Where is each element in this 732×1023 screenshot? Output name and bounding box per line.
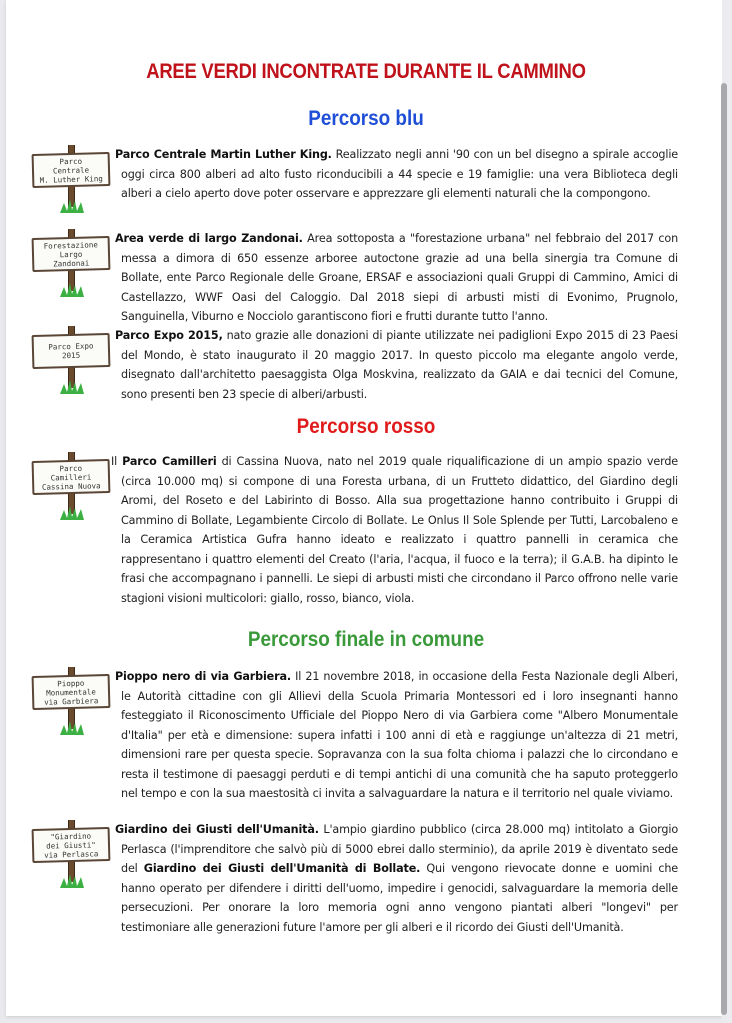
entry-inline-bold: Giardino dei Giusti dell'Umanità di Bollate. xyxy=(143,862,421,875)
entry-lead: Parco Expo 2015, xyxy=(115,329,223,342)
entry-parco-mlk xyxy=(28,145,678,204)
entry-largo-zandonai xyxy=(28,229,678,327)
entry-lead: Pioppo nero di via Garbiera. xyxy=(115,670,291,683)
grass-icon xyxy=(58,197,86,213)
entry-giardino-giusti xyxy=(28,820,678,937)
scrollbar-thumb[interactable] xyxy=(721,83,727,1015)
signpost-icon xyxy=(28,452,116,522)
entry-text xyxy=(115,326,678,404)
grass-icon xyxy=(58,378,86,394)
entry-body: di Cassina Nuova, nato nel 2019 quale riqualificazione di un ampio spazio verde (circa 10.000 mq) si compone di una Foresta urbana, di un Frutteto didattico, del Giardino degli Aromi, del Roseto e del Labirinto di Bosso. Alla sua progettazione hanno contribuito i Gruppi di Cammino di Bollate, Legambiente Circolo di Bollate. Le Onlus Il Sole Splende per Tutti, Larcobaleno e la Ceramica Artistica Gufra hanno ideato e realizzato i quattro pannelli in ceramica che rappresentano i quattro elementi del Creato (l'aria, l'acqua, il fuoco e la terra); il G.A.B. ha dipinto le frasi che accompagnano i pannelli. Le siepi di arbusti misti che circondano il Parco offrono nelle varie stagioni visioni multicolori: giallo, rosso, bianco, viola. xyxy=(121,455,679,605)
grass-icon xyxy=(58,281,86,297)
entry-body-continued: Qui vengono rievocate donne e uomini che hanno operato per difendere i diritti dell'uomo, impedire i genocidi, salvaguardare la memoria delle persecuzioni. Per onorare la loro memoria ogni anno vengono piantati alberi "longevi" per testimoniare alle generazioni future l'amore per gli alberi e il ricordo dei Giusti dell'Umanità. xyxy=(121,862,679,934)
entry-text xyxy=(115,667,679,804)
sign-label: Parco Centrale M. Luther King xyxy=(39,156,103,185)
signpost-icon xyxy=(28,820,116,890)
entry-text xyxy=(115,145,679,204)
entry-body: Il 21 novembre 2018, in occasione della Festa Nazionale degli Alberi, le Autorità cittadine con gli Allievi della Scuola Primaria Montessori ed i loro insegnanti hanno festeggiato il Riconoscimento Ufficiale del Pioppo Nero di via Garbiera come "Albero Monumentale d'Italia" per età e dimensione: supera infatti i 100 anni di età e raggiunge un'altezza di 21 metri, dimensioni rare per questa specie. Sopravanza con la sua folta chioma i palazzi che lo circondano e resta il testimone di paesaggi perduti e di tempi antichi di una comunità che ha saputo proteggerlo nel tempo e con la sua maestosità ci invita a salvaguardare la natura e il territorio nel quale viviamo. xyxy=(121,670,679,800)
entry-body: nato grazie alle donazioni di piante utilizzate nei padiglioni Expo 2015 di 23 Paesi del Mondo, è stato inaugurato il 20 maggio 2017. In questo piccolo ma elegante angolo verde, disegnato dall'architetto paesaggista Olga Moskvina, realizzato da GAIA e dai tecnici del Comune, sono presenti ben 23 specie di alberi/arbusti. xyxy=(121,329,678,401)
section-title-percorso-blu: Percorso blu xyxy=(308,107,424,130)
entry-lead: Parco Camilleri xyxy=(122,455,217,468)
entry-text xyxy=(115,229,679,327)
signpost-icon xyxy=(28,326,116,396)
entry-pioppo-nero xyxy=(28,667,678,804)
signpost-icon xyxy=(28,667,116,737)
entry-lead: Parco Centrale Martin Luther King. xyxy=(115,148,332,161)
sign-label: Forestazione Largo Zandonai xyxy=(43,239,98,268)
section-title-percorso-rosso: Percorso rosso xyxy=(296,415,436,438)
entry-parco-expo xyxy=(28,326,678,404)
signpost-icon xyxy=(28,145,116,215)
entry-lead: Area verde di largo Zandonai. xyxy=(115,232,303,245)
sign-label: Parco Expo 2015 xyxy=(48,341,94,361)
grass-icon xyxy=(58,719,86,735)
sign-label: "Giardino dei Giusti" via Perlasca xyxy=(44,830,99,860)
entry-parco-camilleri xyxy=(28,452,678,608)
entry-body: Area sottoposta a "forestazione urbana" nel febbraio del 2017 con messa a dimora di 650 essenze arboree autoctone grazie ad una bella sinergia tra Comune di Bollate, ente Parco Regionale delle Groane, ERSAF e associazioni quali Gruppi di Cammino, Amici di Castellazzo, WWF Oasi del Caloggio. Dal 2018 siepi di arbusti misti di Evonimo, Prugnolo, Sanguinella, Viburno e Nocciolo garantiscono fiori e frutti durante tutto l'anno. xyxy=(121,232,679,323)
section-title-percorso-finale: Percorso finale in comune xyxy=(247,628,485,651)
entry-body: L'ampio giardino pubblico (circa 28.000 mq) intitolato a Giorgio Perlasca (l'imprenditore che salvò più di 5000 ebrei dallo sterminio), da aprile 2019 è diventato sede del xyxy=(121,823,679,875)
grass-icon xyxy=(58,872,86,888)
entry-lead: Giardino dei Giusti dell'Umanità. xyxy=(115,823,319,836)
sign-label: Parco Camilleri Cassina Nuova xyxy=(41,463,101,492)
entry-body: Realizzato negli anni '90 con un bel disegno a spirale accoglie oggi circa 800 alberi ad alto fusto riconducibili a 44 specie e 19 famiglie: una vera Biblioteca degli alberi a cielo aperto dove poter osservare e apprezzare gli elementi naturali che la compongono. xyxy=(121,148,679,200)
entry-pre: Il xyxy=(111,455,123,468)
entry-text xyxy=(115,820,679,937)
page-title: AREE VERDI INCONTRATE DURANTE IL CAMMINO xyxy=(146,60,586,83)
entry-text xyxy=(111,452,679,608)
signpost-icon xyxy=(28,229,116,299)
sign-label: Pioppo Monumentale via Garbiera xyxy=(44,678,99,707)
grass-icon xyxy=(58,504,86,520)
